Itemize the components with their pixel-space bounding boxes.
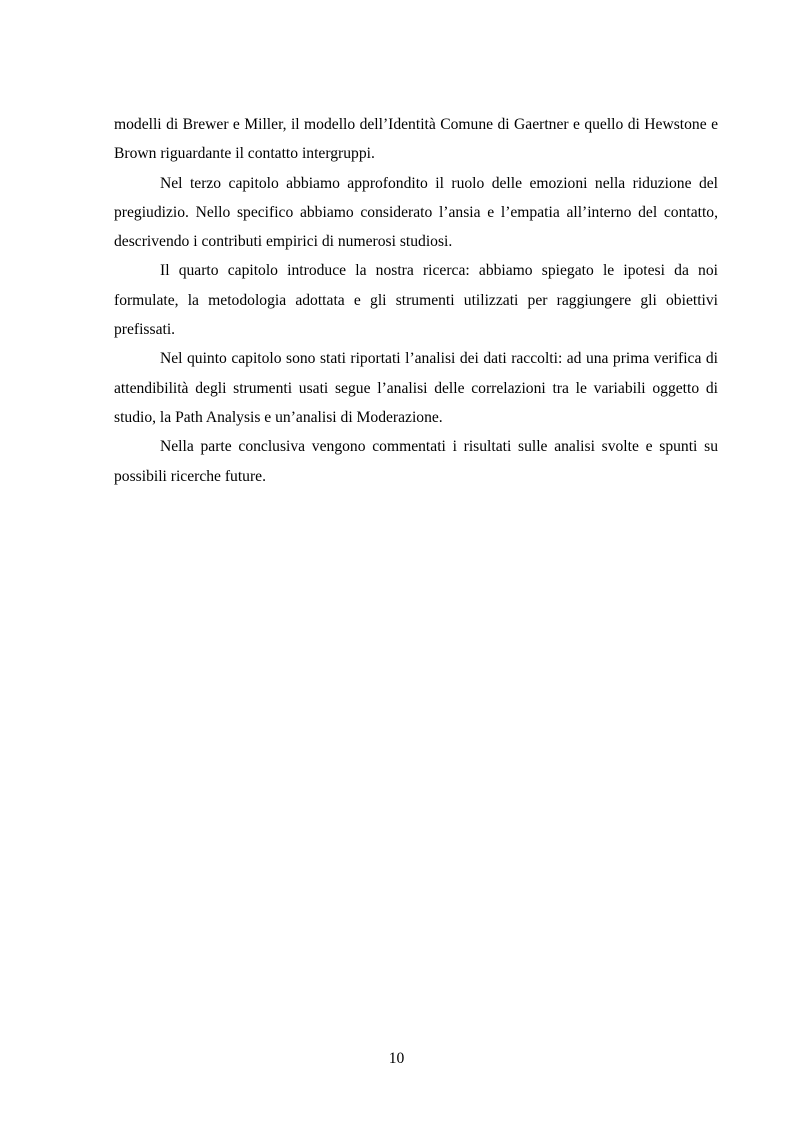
paragraph-conclusion: Nella parte conclusiva vengono commentati i risultati sulle analisi svolte e spunti su possibili ricerche future. xyxy=(114,438,718,485)
page-number: 10 xyxy=(388,1050,405,1067)
paragraph-third-chapter: Nel terzo capitolo abbiamo approfondito il ruolo delle emozioni nella riduzione del pregiudizio. Nello specifico abbiamo considerato l’ansia e l’empatia all’interno del contatto, descrivendo i contributi empirici di numerosi studiosi. xyxy=(114,174,718,251)
paragraph-fourth-chapter: Il quarto capitolo introduce la nostra ricerca: abbiamo spiegato le ipotesi da noi formulate, la metodologia adottata e gli strumenti utilizzati per raggiungere gli obiettivi prefissati. xyxy=(114,262,718,339)
paragraph-continuation: modelli di Brewer e Miller, il modello dell’Identità Comune di Gaertner e quello di Hewstone e Brown riguardante il contatto intergruppi. xyxy=(114,116,718,163)
body-text xyxy=(114,110,718,491)
paragraph-fifth-chapter: Nel quinto capitolo sono stati riportati l’analisi dei dati raccolti: ad una prima verifica di attendibilità degli strumenti usati segue l’analisi delle correlazioni tra le variabili oggetto di studio, la Path Analysis e un’analisi di Moderazione. xyxy=(114,350,718,426)
